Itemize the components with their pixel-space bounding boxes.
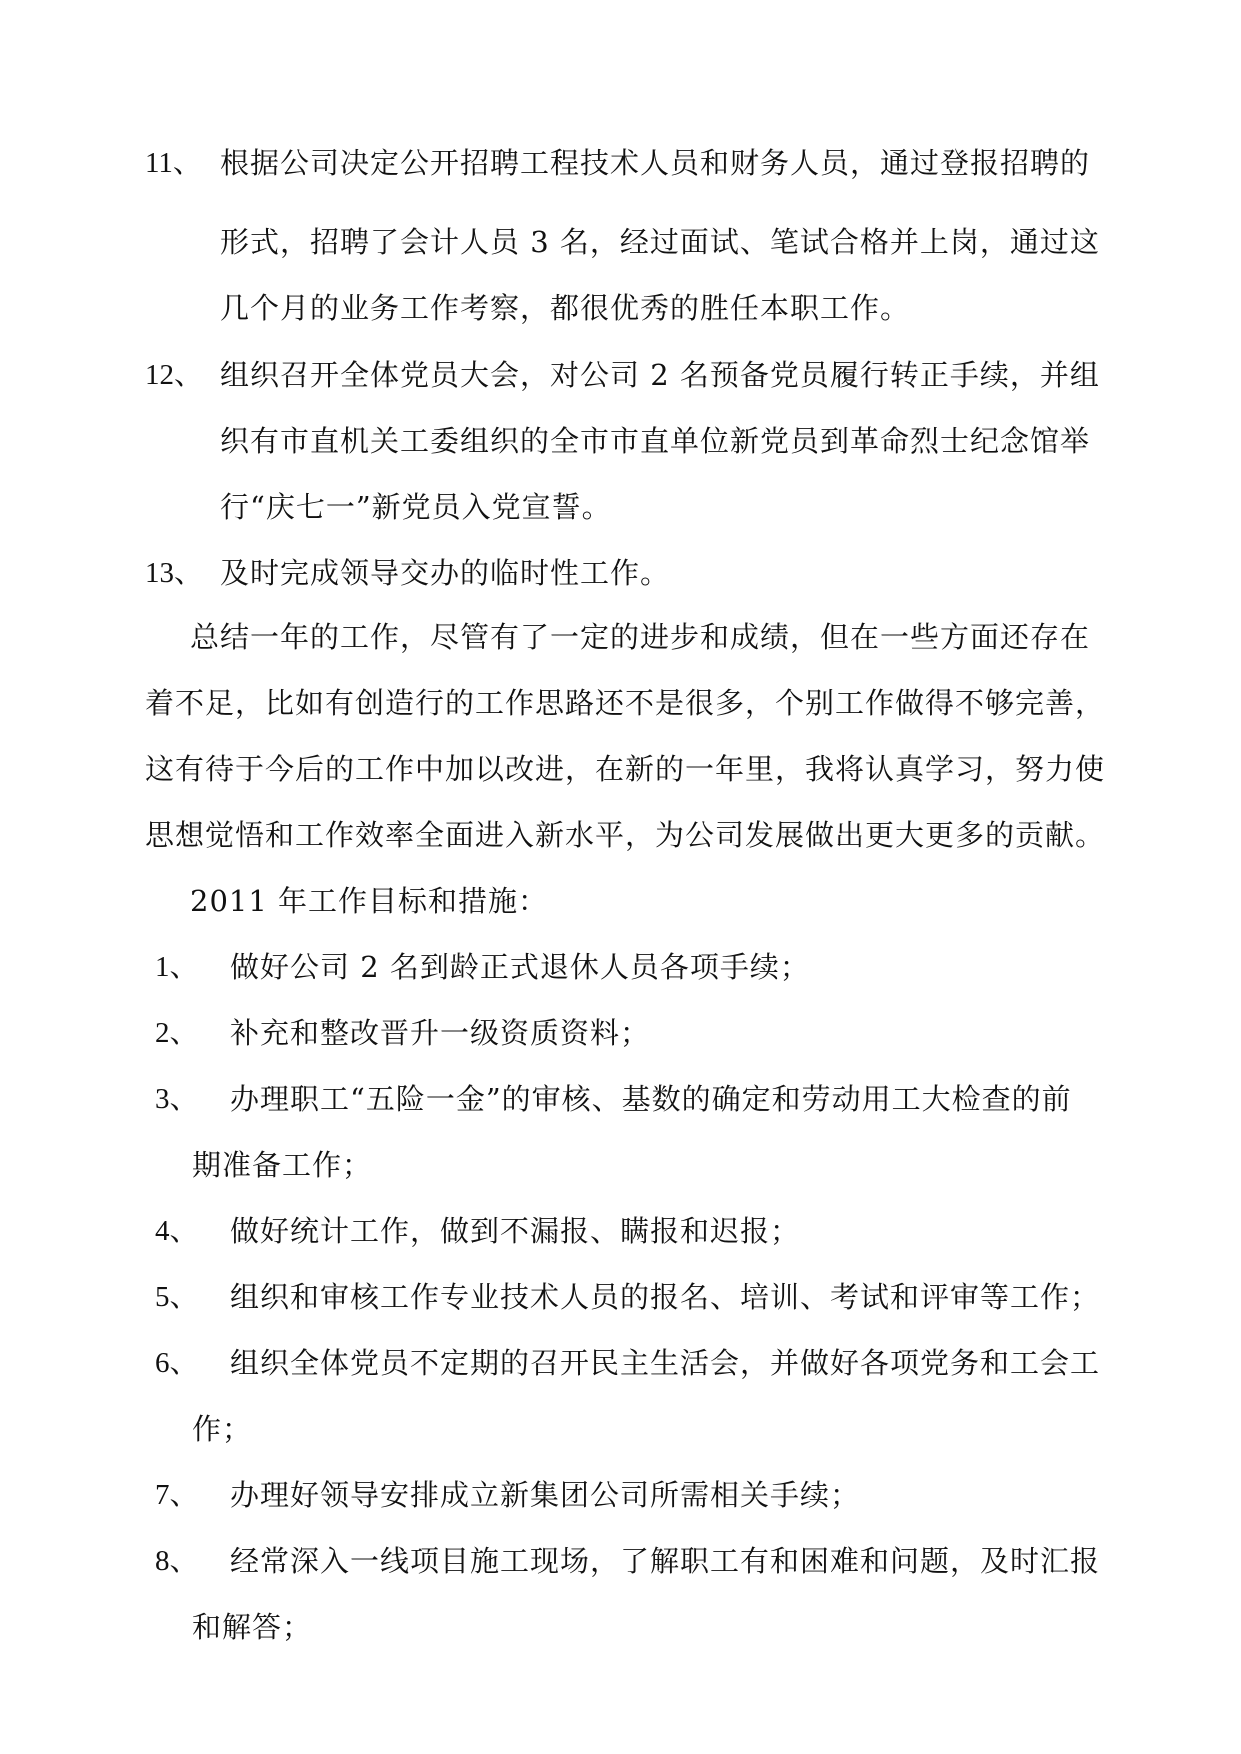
goal-text: 补充和整改晋升一级资质资料； [230,1016,651,1050]
summary-paragraph-line: 这有待于今后的工作中加以改进，在新的一年里，我将认真学习，努力使 [145,752,1106,786]
goal-text: 组织全体党员不定期的召开民主生活会，并做好各项党务和工会工 [230,1346,1101,1380]
goal-text: 办理职工“五险一金”的审核、基数的确定和劳动用工大检查的前 [230,1082,1072,1116]
goal-text: 期准备工作； [192,1148,373,1182]
list-item-text: 根据公司决定公开招聘工程技术人员和财务人员，通过登报招聘的 [220,146,1091,180]
summary-paragraph-line: 总结一年的工作，尽管有了一定的进步和成绩，但在一些方面还存在 [190,620,1091,654]
goal-text: 和解答； [192,1610,313,1644]
goals-heading: 2011 年工作目标和措施： [190,884,549,918]
goal-number: 4、 [155,1215,199,1247]
list-item-number: 12、 [145,359,204,391]
summary-paragraph-line: 思想觉悟和工作效率全面进入新水平，为公司发展做出更大更多的贡献。 [145,818,1106,852]
goal-number: 5、 [155,1281,199,1313]
list-item-text: 几个月的业务工作考察，都很优秀的胜任本职工作。 [220,291,911,325]
goal-number: 1、 [155,951,199,983]
list-item-text: 行“庆七一”新党员入党宣誓。 [220,490,612,524]
goal-text: 组织和审核工作专业技术人员的报名、培训、考试和评审等工作； [230,1280,1101,1314]
list-item-text: 织有市直机关工委组织的全市市直单位新党员到革命烈士纪念馆举 [220,424,1091,458]
list-item-text: 形式，招聘了会计人员 3 名，经过面试、笔试合格并上岗，通过这 [220,225,1100,259]
goal-number: 3、 [155,1083,199,1115]
goal-number: 8、 [155,1545,199,1577]
list-item-text: 组织召开全体党员大会，对公司 2 名预备党员履行转正手续，并组 [220,358,1100,392]
goal-text: 经常深入一线项目施工现场，了解职工有和困难和问题，及时汇报 [230,1544,1101,1578]
list-item-number: 11、 [145,147,202,179]
goal-text: 做好公司 2 名到龄正式退休人员各项手续； [230,950,810,984]
goal-number: 7、 [155,1479,199,1511]
summary-paragraph-line: 着不足，比如有创造行的工作思路还不是很多，个别工作做得不够完善， [145,686,1106,720]
list-item-text: 及时完成领导交办的临时性工作。 [220,556,671,590]
goal-text: 作； [192,1412,253,1446]
goal-number: 2、 [155,1017,199,1049]
goal-text: 做好统计工作，做到不漏报、瞒报和迟报； [230,1214,801,1248]
goal-text: 办理好领导安排成立新集团公司所需相关手续； [230,1478,861,1512]
goal-number: 6、 [155,1347,199,1379]
list-item-number: 13、 [145,557,204,589]
